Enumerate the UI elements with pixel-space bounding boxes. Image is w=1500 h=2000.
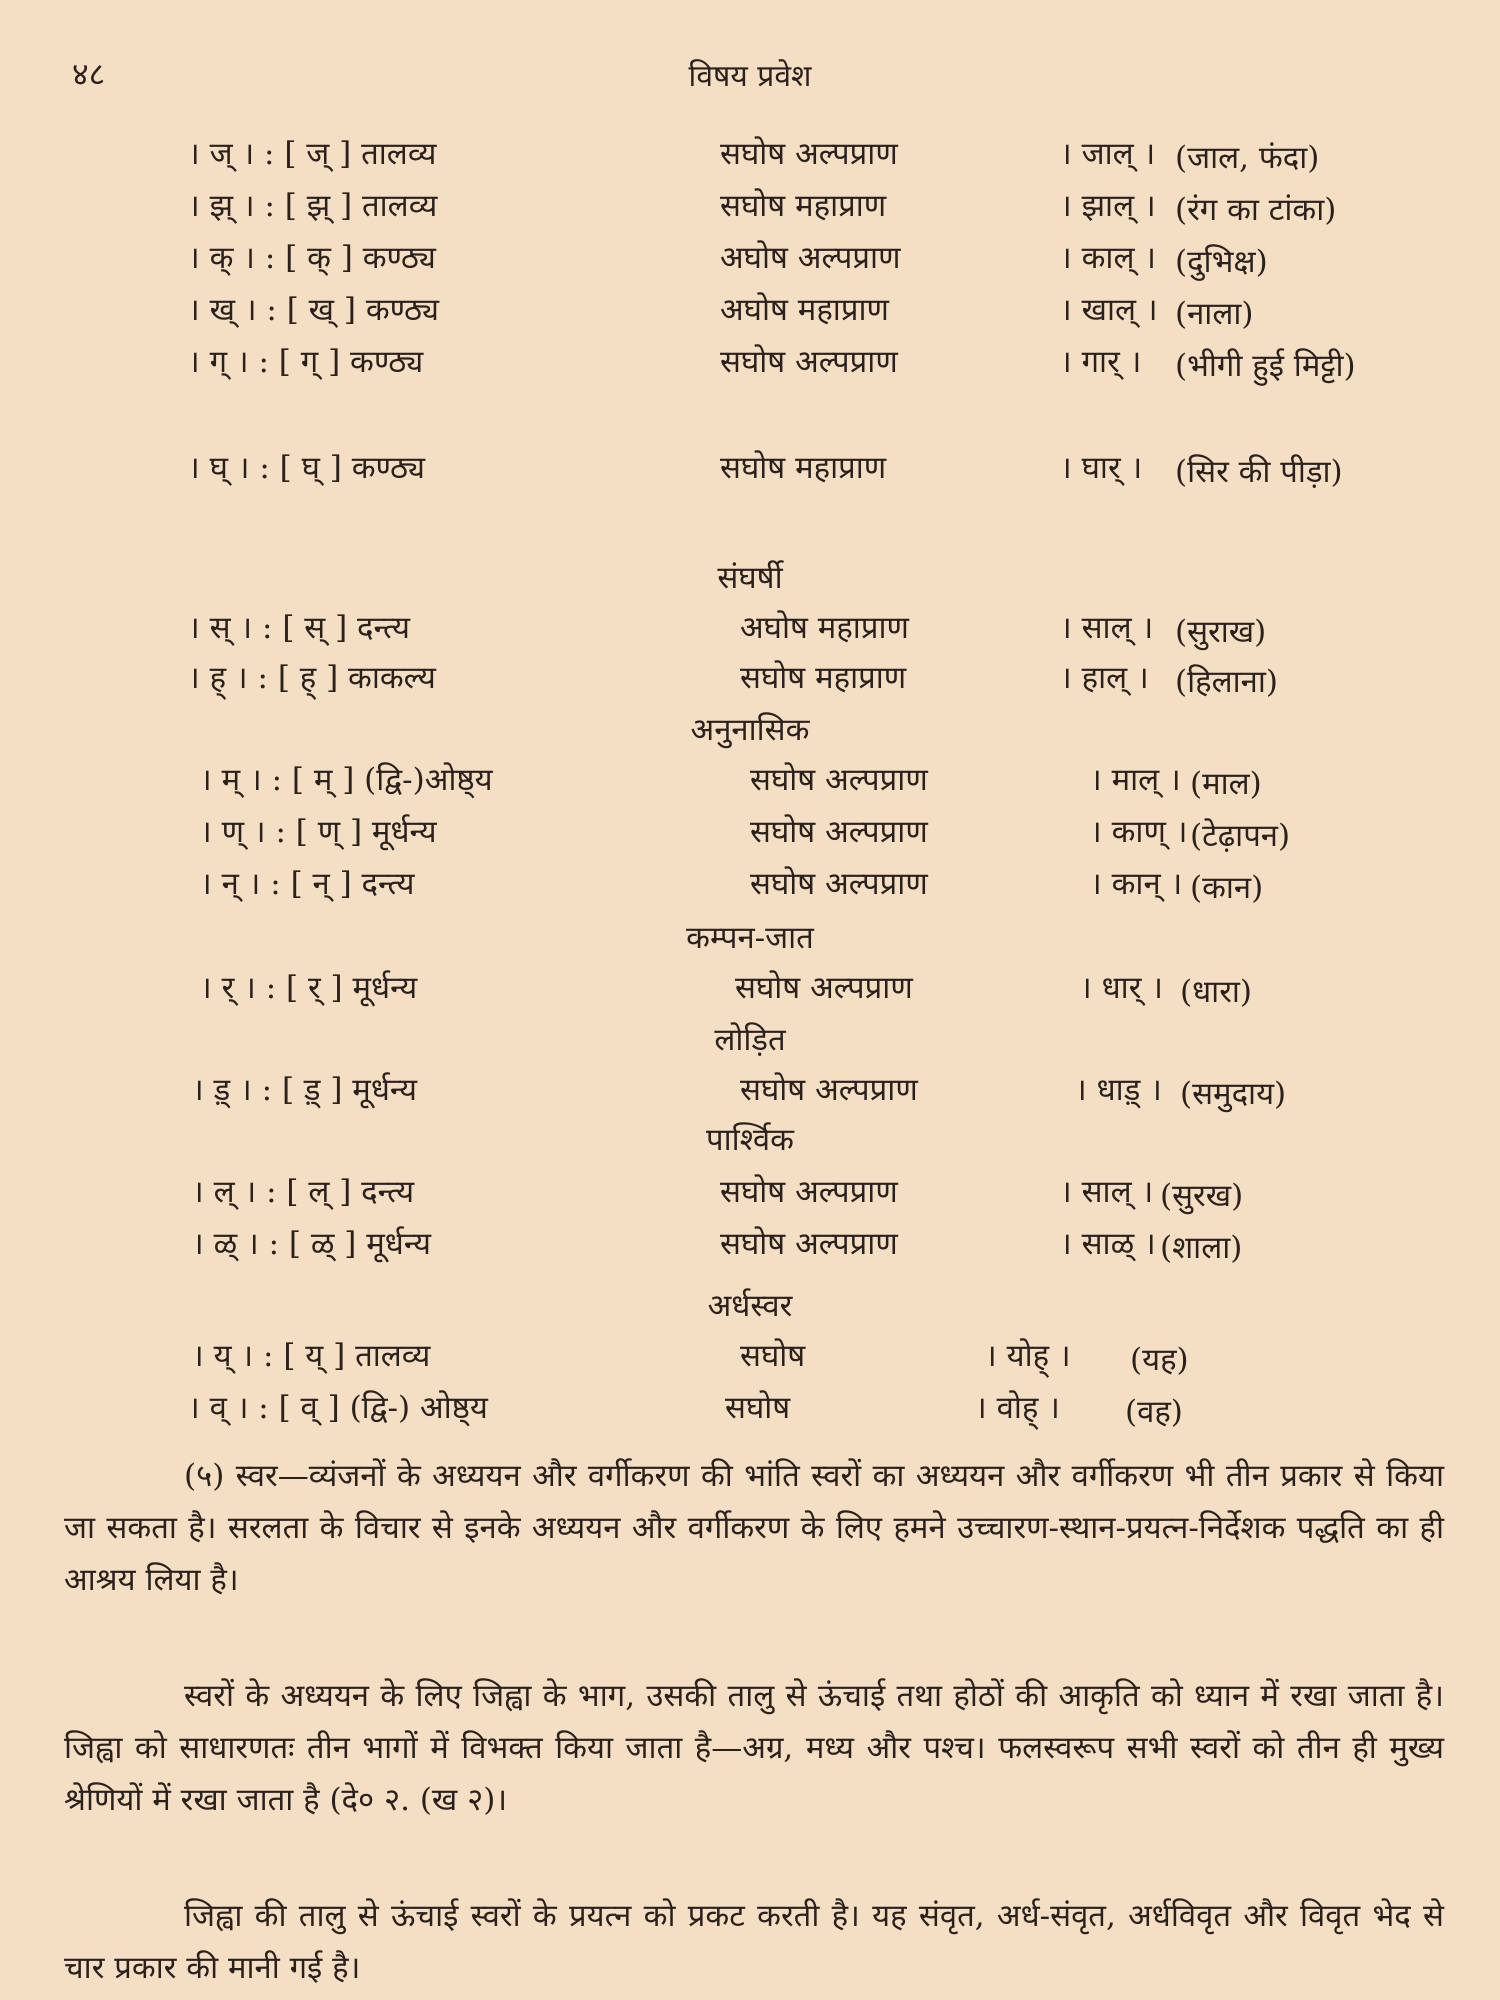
phoneme: । क् । : [ क् ] कण्ठ्य: [188, 240, 436, 276]
example-word: । हाल् ।: [1060, 660, 1149, 696]
section-heading: कम्पन-जात: [686, 920, 814, 956]
phoneme: । ग् । : [ ग् ] कण्ठ्य: [188, 344, 424, 380]
gloss: (भीगी हुई मिट्टी): [1175, 348, 1356, 384]
phoneme-class: सघोष महाप्राण: [740, 660, 907, 696]
phoneme: । स् । : [ स् ] दन्त्य: [188, 610, 411, 646]
gloss: (सुराख): [1175, 614, 1267, 650]
phoneme-class: सघोष अल्पप्राण: [720, 1226, 898, 1262]
phoneme-class: सघोष अल्पप्राण: [720, 1174, 898, 1210]
paragraph: (५) स्वर—व्यंजनों के अध्ययन और वर्गीकरण की भांति स्वरों का अध्ययन और वर्गीकरण भी तीन प्रकार से किया जा सकता है। सरलता के विचार से इनके अध्ययन और वर्गीकरण के लिए हमने उच्चारण-स्थान-प्रयत्न-निर्देशक पद्धति का ही आश्रय लिया है।: [64, 1458, 1444, 1598]
gloss: (कान): [1190, 870, 1264, 906]
example-word: । साळ् ।: [1060, 1226, 1156, 1262]
gloss: (समुदाय): [1180, 1076, 1287, 1112]
phoneme-class: अघोष अल्पप्राण: [720, 240, 901, 276]
phoneme: । ज् । : [ ज् ] तालव्य: [188, 136, 437, 172]
phoneme-class: सघोष: [725, 1390, 791, 1426]
phoneme: । घ् । : [ घ् ] कण्ठ्य: [188, 450, 425, 486]
phoneme-class: सघोष अल्पप्राण: [750, 814, 928, 850]
example-word: । झाल् ।: [1060, 188, 1156, 224]
phoneme-class: सघोष: [740, 1338, 806, 1374]
example-word: । खाल् ।: [1060, 292, 1158, 328]
phoneme: । ह् । : [ ह् ] काकल्य: [188, 660, 436, 696]
example-word: । धार् ।: [1080, 970, 1163, 1006]
gloss: (वह): [1125, 1394, 1183, 1430]
example-word: । धाड़् ।: [1075, 1072, 1162, 1108]
example-word: । माल् ।: [1090, 762, 1181, 798]
example-word: । वोह् ।: [975, 1390, 1060, 1426]
phoneme-class: सघोष महाप्राण: [720, 450, 887, 486]
phoneme-class: सघोष अल्पप्राण: [740, 1072, 918, 1108]
section-heading: अर्धस्वर: [707, 1288, 793, 1324]
phoneme-class: सघोष अल्पप्राण: [750, 762, 928, 798]
gloss: (रंग का टांका): [1175, 192, 1337, 228]
gloss: (सुरख): [1160, 1178, 1244, 1214]
example-word: । काल् ।: [1060, 240, 1157, 276]
example-word: । जाल् ।: [1060, 136, 1156, 172]
section-heading: पार्श्विक: [706, 1122, 794, 1158]
gloss: (धारा): [1180, 974, 1252, 1010]
example-word: । काण् ।: [1090, 814, 1188, 850]
phoneme: । र् । : [ र् ] मूर्धन्य: [200, 970, 418, 1006]
gloss: (हिलाना): [1175, 664, 1278, 700]
phoneme-class: सघोष अल्पप्राण: [720, 344, 898, 380]
phoneme-class: सघोष अल्पप्राण: [720, 136, 898, 172]
gloss: (नाला): [1175, 296, 1254, 332]
example-word: । योह् ।: [985, 1338, 1071, 1374]
phoneme-class: सघोष अल्पप्राण: [750, 866, 928, 902]
section-heading: संघर्षी: [717, 560, 783, 596]
phoneme-class: अघोष महाप्राण: [740, 610, 909, 646]
phoneme: । ळ् । : [ ळ् ] मूर्धन्य: [192, 1226, 431, 1262]
section-heading: अनुनासिक: [690, 712, 810, 748]
gloss: (सिर की पीड़ा): [1175, 454, 1343, 490]
running-title: विषय प्रवेश: [688, 59, 812, 94]
phoneme: । व् । : [ व् ] (द्वि-) ओष्ठ्य: [188, 1390, 488, 1426]
phoneme: । ख् । : [ ख् ] कण्ठ्य: [188, 292, 440, 328]
example-word: । गार् ।: [1060, 344, 1142, 380]
paragraph: जिह्वा की तालु से ऊंचाई स्वरों के प्रयत्न को प्रकट करती है। यह संवृत, अर्ध-संवृत, अर्धविवृत और विवृत भेद से चार प्रकार की मानी गई है।: [64, 1898, 1444, 1986]
gloss: (यह): [1130, 1342, 1189, 1378]
paragraph: स्वरों के अध्ययन के लिए जिह्वा के भाग, उसकी तालु से ऊंचाई तथा होठों की आकृति को ध्यान में रखा जाता है। जिह्वा को साधारणतः तीन भागों में विभक्त किया जाता है—अग्र, मध्य और पश्च। फलस्वरूप सभी स्वरों को तीन ही मुख्य श्रेणियों में रखा जाता है (दे० २. (ख २)।: [64, 1678, 1444, 1818]
example-word: । साल् ।: [1060, 610, 1154, 646]
phoneme-class: सघोष महाप्राण: [720, 188, 887, 224]
gloss: (दुभिक्ष): [1175, 244, 1268, 280]
phoneme-class: सघोष अल्पप्राण: [735, 970, 913, 1006]
example-word: । घार् ।: [1060, 450, 1143, 486]
phoneme: । ल् । : [ ल् ] दन्त्य: [192, 1174, 415, 1210]
page-number: ४८: [72, 55, 106, 93]
phoneme: । म् । : [ म् ] (द्वि-)ओष्ठ्य: [200, 762, 493, 798]
phoneme: । झ् । : [ झ् ] तालव्य: [188, 188, 438, 224]
phoneme: । ण् । : [ ण् ] मूर्धन्य: [200, 814, 437, 850]
phoneme: । ड़् । : [ ड़् ] मूर्धन्य: [192, 1072, 418, 1108]
phoneme: । य् । : [ य् ] तालव्य: [192, 1338, 431, 1374]
example-word: । साल् ।: [1060, 1174, 1154, 1210]
gloss: (माल): [1190, 766, 1262, 802]
gloss: (जाल, फंदा): [1175, 140, 1320, 176]
example-word: । कान् ।: [1090, 866, 1183, 902]
section-heading: लोड़ित: [714, 1022, 786, 1058]
gloss: (शाला): [1160, 1230, 1243, 1266]
phoneme: । न् । : [ न् ] दन्त्य: [200, 866, 415, 902]
phoneme-class: अघोष महाप्राण: [720, 292, 889, 328]
gloss: (टेढ़ापन): [1190, 818, 1291, 854]
